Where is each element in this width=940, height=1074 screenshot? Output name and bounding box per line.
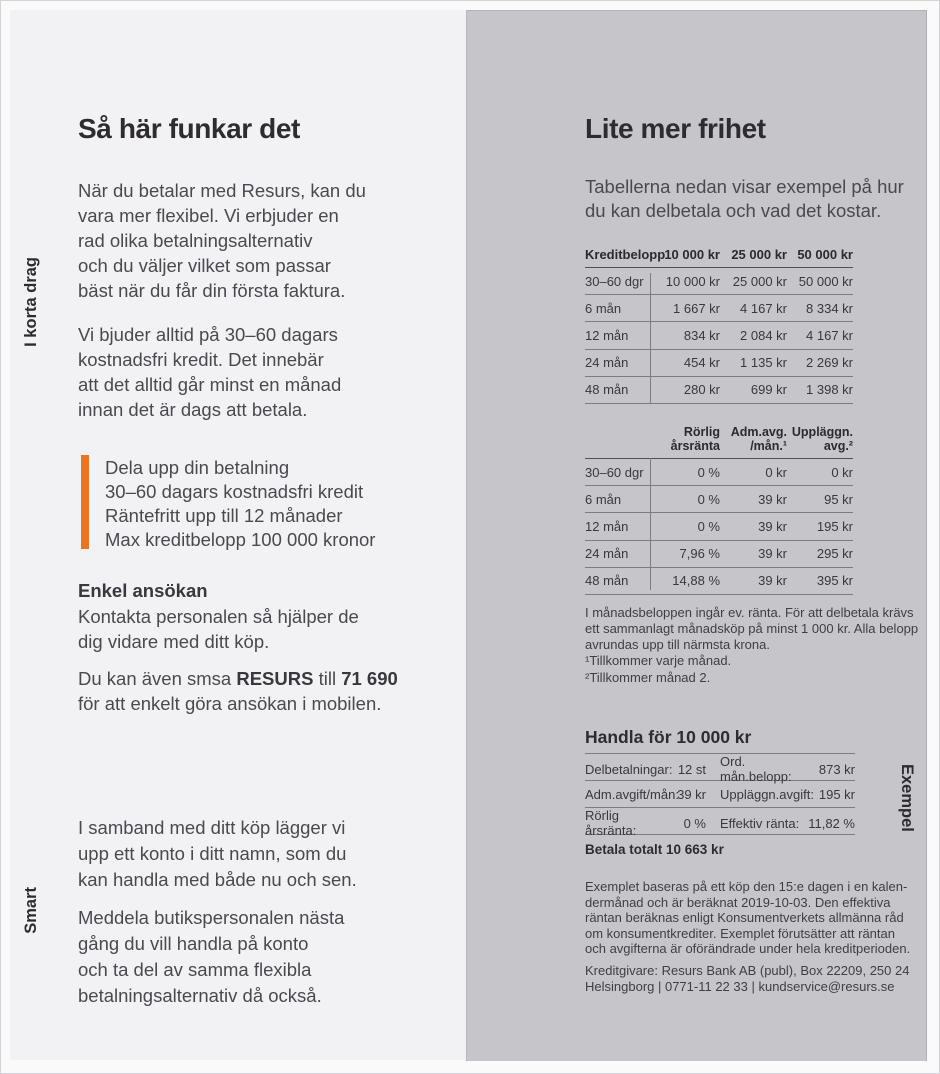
table-row: 12 mån 834 kr 2 084 kr 4 167 kr [585,322,853,349]
table-row: 6 mån 0 % 39 kr 95 kr [585,486,853,513]
left-panel [10,10,466,1060]
sms-number: 71 690 [341,668,398,689]
example-row: Rörlig årsränta: 0 % Effektiv ränta: 11,82 % [585,808,855,838]
table-column-rule [650,458,651,590]
table-row: 6 mån 1 667 kr 4 167 kr 8 334 kr [585,295,853,322]
left-paragraph-3: Kontakta personalen så hjälper de dig vidare med ditt köp. [78,606,359,652]
table-row: 12 mån 0 % 39 kr 195 kr [585,513,853,540]
credit-amount-table-header: Kreditbelopp 10 000 kr 25 000 kr 50 000 kr [585,247,853,262]
right-panel [466,10,927,1061]
credit-amount-table [585,247,853,404]
left-paragraph-5: I samband med ditt köp lägger vi upp ett konto i ditt namn, som du kan handla med både nu och sen. [78,817,357,890]
sms-keyword: RESURS [236,668,314,689]
table-footnotes: ¹Tillkommer varje månad. ²Tillkommer månad 2. [585,653,732,685]
example-table [585,753,855,838]
table-row: 24 mån 454 kr 1 135 kr 2 269 kr [585,350,853,377]
example-total: Betala totalt 10 663 kr [585,842,724,857]
sms-text-pre: Du kan även smsa [78,668,237,689]
callout-accent-bar [81,455,89,549]
left-paragraph-1: När du betalar med Resurs, kan du vara mer flexibel. Vi erbjuder en rad olika betalningsalternativ och du väljer vilket som passar bäst när du får din första faktura. [78,180,366,301]
sms-text-mid: till [313,668,342,689]
table-row: 24 mån 7,96 % 39 kr 295 kr [585,541,853,568]
example-row: Delbetalningar: 12 st Ord. mån.belopp: 873 kr [585,754,855,784]
example-row: Adm.avgift/mån: 39 kr Uppläggn.avgift: 195 kr [585,781,855,808]
callout-list: Dela upp din betalning 30–60 dagars kostnadsfri kredit Räntefritt upp till 12 månader Max kreditbelopp 100 000 kronor [105,457,376,550]
left-title: Så här funkar det [78,113,300,144]
left-paragraph-6: Meddela butikspersonalen nästa gång du vill handla på konto och ta del av samma flexibla betalningsalternativ då också. [78,907,345,1006]
right-title: Lite mer frihet [585,113,766,144]
section-tab-i-korta-drag: I korta drag [22,257,40,347]
left-subtitle: Enkel ansökan [78,580,208,601]
fees-table [585,425,853,595]
section-tab-smart: Smart [22,887,40,934]
table-row: 48 mån 280 kr 699 kr 1 398 kr [585,377,853,404]
table-column-rule [650,273,651,404]
fees-table-header: Rörlig årsränta Adm.avg. /mån.¹ Uppläggn. avg.² [670,425,853,453]
table-row: 30–60 dgr 0 % 0 kr 0 kr [585,459,853,486]
right-intro: Tabellerna nedan visar exempel på hur du kan delbetala och vad det kostar. [585,176,904,221]
left-paragraph-4: Du kan även smsa RESURS till 71 690 för att enkelt göra ansökan i mobilen. [78,668,398,714]
section-tab-exempel: Exempel [898,764,916,832]
legal-text: Exemplet baseras på ett köp den 15:e dagen i en kalen- dermånad och är beräknat 2019-10-03. Den effektiva räntan beräknas enligt Konsumentverkets allmänna råd om konsumentkrediter. Exemplet förutsätter att räntan och avgifterna är oförändrade under hela kreditperioden. [585,879,911,956]
example-title: Handla för 10 000 kr [585,727,752,747]
creditor-text: Kreditgivare: Resurs Bank AB (publ), Box 22209, 250 24 Helsingborg | 0771-11 22 33 | kundservice@resurs.se [585,963,910,994]
table-row: 30–60 dgr 10 000 kr 25 000 kr 50 000 kr [585,268,853,295]
table-note: I månadsbeloppen ingår ev. ränta. För att delbetala krävs ett sammanlagt månadsköp på minst 1 000 kr. Alla belopp avrundas upp till närmsta krona. [585,605,919,652]
table-row: 48 mån 14,88 % 39 kr 395 kr [585,568,853,595]
left-paragraph-2: Vi bjuder alltid på 30–60 dagars kostnadsfri kredit. Det innebär att det alltid går minst en månad innan det är dags att betala. [78,324,342,420]
